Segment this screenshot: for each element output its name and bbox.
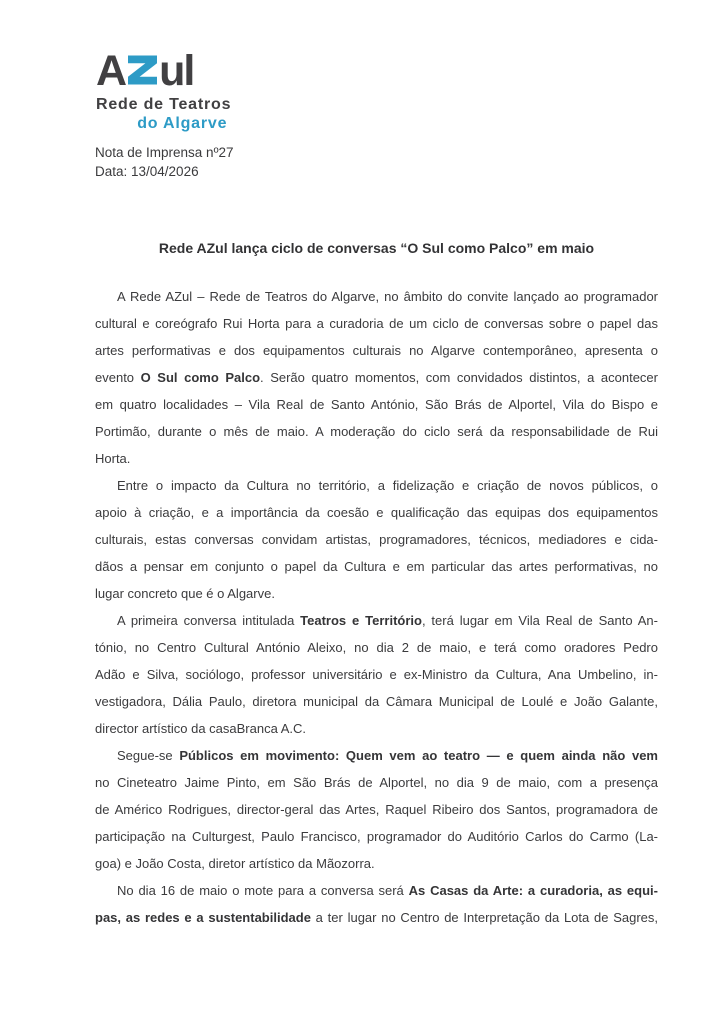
text-line: [95, 337, 658, 364]
logo-z-icon: [128, 55, 157, 85]
bold-text-run: As Casas da Arte: a curadoria, as equi-: [408, 883, 658, 898]
text-run: participação na Culturgest, Paulo Francisco, programador do Auditório Carlos do Carmo (La-: [95, 829, 658, 844]
text-line: [95, 850, 658, 877]
text-run: Horta.: [95, 451, 131, 466]
paragraph: [95, 877, 658, 931]
text-line: [95, 553, 658, 580]
press-note-date: Data: 13/04/2026: [95, 163, 199, 179]
text-line: [95, 742, 658, 769]
text-run: tónio, no Centro Cultural António Aleixo, no dia 2 de maio, e terá como oradores Pedro: [95, 640, 658, 655]
document-title: Rede AZul lança ciclo de conversas “O Sul como Palco” em maio: [158, 240, 595, 256]
text-run: goa) e João Costa, diretor artístico da Mãozorra.: [95, 856, 375, 871]
text-line: [95, 769, 658, 796]
text-run: Entre o impacto da Cultura no território, a fidelização e criação de novos públicos, o: [117, 478, 658, 493]
text-line: [95, 364, 658, 391]
paragraph: [95, 607, 658, 742]
text-run: , terá lugar em Vila Real de Santo An-: [421, 613, 658, 628]
logo-subtitle-line1: Rede de Teatros: [96, 96, 232, 113]
text-line: [95, 580, 658, 607]
text-line: [95, 661, 658, 688]
text-line: [95, 445, 658, 472]
bold-text-run: Públicos em movimento: Quem vem ao teatro — e quem ainda não vem: [179, 748, 658, 763]
text-run: a ter lugar no Centro de Interpretação da Lota de Sagres,: [310, 910, 658, 925]
text-run: No dia 16 de maio o mote para a conversa será: [117, 883, 409, 898]
text-run: Adão e Silva, sociólogo, professor universitário e ex-Ministro da Cultura, Ana Umbelino, in-: [95, 667, 658, 682]
text-line: [95, 472, 658, 499]
text-line: [95, 418, 658, 445]
text-line: [95, 499, 658, 526]
text-line: [95, 688, 658, 715]
text-run: dãos a pensar em conjunto o papel da Cultura e em particular das artes performativas, no: [95, 559, 658, 574]
text-line: [95, 904, 658, 931]
text-run: de Américo Rodrigues, director-geral das Artes, Raquel Ribeiro dos Santos, programadora de: [95, 802, 658, 817]
text-line: [95, 607, 658, 634]
text-line: [95, 877, 658, 904]
text-line: [95, 526, 658, 553]
text-run: Segue-se: [117, 748, 180, 763]
press-note-meta: [95, 144, 234, 181]
text-run: em quatro localidades – Vila Real de Santo António, São Brás de Alportel, Vila do Bispo e: [95, 397, 658, 412]
text-line: [95, 823, 658, 850]
paragraph: [95, 472, 658, 607]
text-line: [95, 391, 658, 418]
text-run: artes performativas e dos equipamentos culturais no Algarve contemporâneo, apresenta o: [95, 343, 658, 358]
bold-text-run: O Sul como Palco: [140, 370, 261, 385]
text-run: culturais, estas conversas convidam artistas, programadores, técnicos, mediadores e cida-: [95, 532, 658, 547]
paragraph: [95, 742, 658, 877]
text-line: [95, 310, 658, 337]
logo-wordmark: [96, 47, 231, 95]
text-run: vestigadora, Dália Paulo, diretora municipal da Câmara Municipal de Loulé e João Galante,: [95, 694, 658, 709]
press-note-number: Nota de Imprensa nº27: [95, 145, 234, 160]
text-run: apoio à criação, e a importância da coesão e qualificação das equipas dos equipamentos: [95, 505, 658, 520]
text-run: A Rede AZul – Rede de Teatros do Algarve, no âmbito do convite lançado ao programador: [117, 289, 658, 304]
document-body: [95, 283, 658, 931]
text-line: [95, 634, 658, 661]
logo-subtitle-line2: do Algarve: [137, 115, 228, 132]
text-run: evento: [95, 370, 141, 385]
text-run: . Serão quatro momentos, com convidados distintos, a acontecer: [260, 370, 658, 385]
text-run: lugar concreto que é o Algarve.: [95, 586, 275, 601]
text-run: no Cineteatro Jaime Pinto, em São Brás de Alportel, no dia 9 de maio, com a presença: [95, 775, 658, 790]
logo-letter-a: A: [96, 47, 126, 95]
bold-text-run: pas, as redes e a sustentabilidade: [95, 910, 311, 925]
logo-letters-ul: ul: [159, 47, 194, 95]
bold-text-run: Teatros e Território: [300, 613, 422, 628]
text-run: director artístico da casaBranca A.C.: [95, 721, 306, 736]
text-run: A primeira conversa intitulada: [117, 613, 301, 628]
logo: [96, 47, 232, 133]
text-line: [95, 283, 658, 310]
text-line: [95, 796, 658, 823]
text-run: cultural e coreógrafo Rui Horta para a curadoria de um ciclo de conversas sobre o papel das: [95, 316, 658, 331]
text-line: [95, 715, 658, 742]
paragraph: [95, 283, 658, 472]
text-run: Portimão, durante o mês de maio. A moderação do ciclo será da responsabilidade de Rui: [95, 424, 658, 439]
